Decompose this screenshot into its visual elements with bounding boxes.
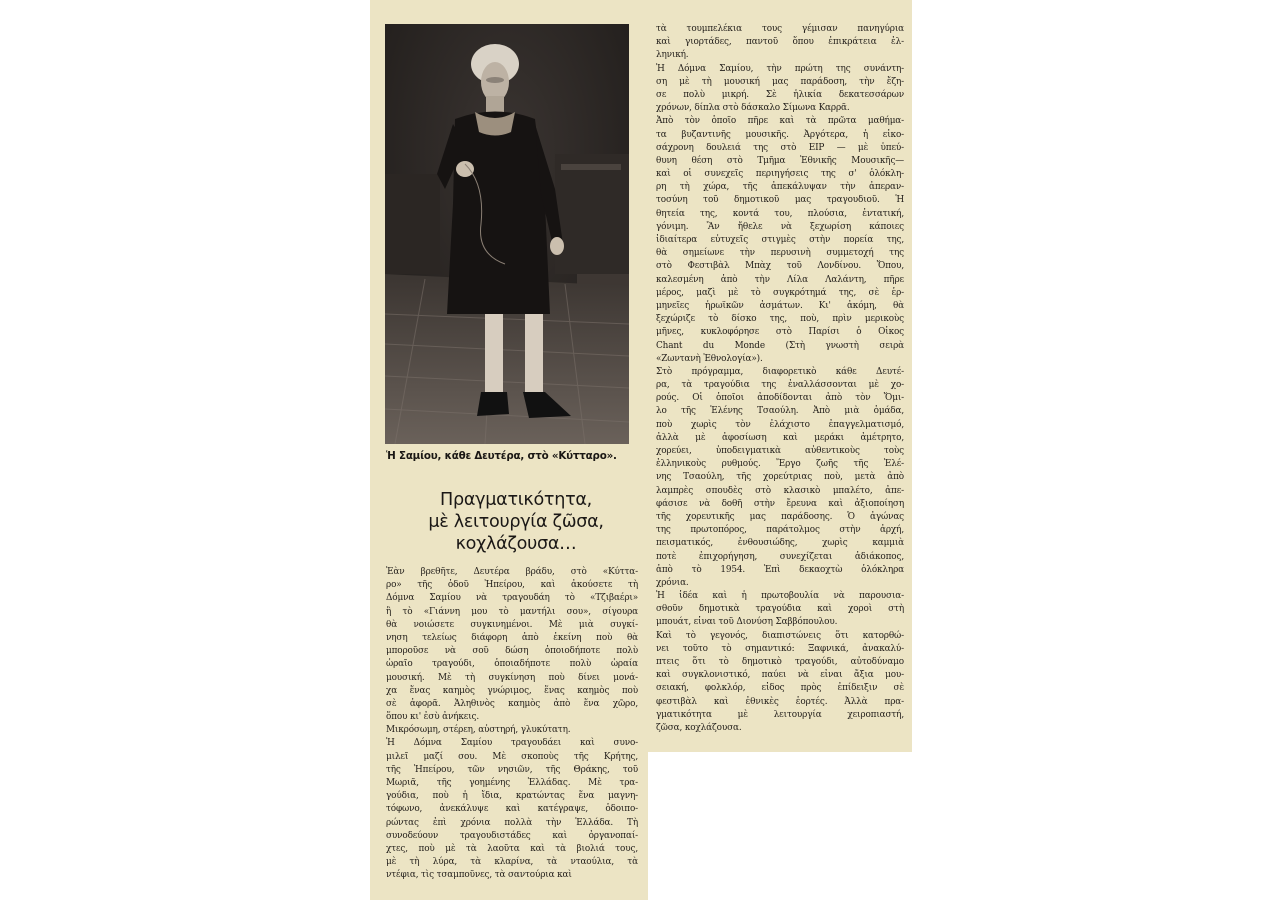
text-line: φεστιβὰλ καὶ ἐθνικὲς ἑορτές. Ἀλλὰ πρα- xyxy=(656,696,904,707)
headline-line-3: κοχλάζουσα… xyxy=(455,534,577,554)
text-line: ξεχώριζε τὸ δίσκο της, ποὺ, πρὶν μερικοὺς xyxy=(656,314,904,325)
text-line: ὡραῖο τραγούδι, ὁποιαδήποτε πολὺ ὡραία xyxy=(386,659,638,670)
article-left-column xyxy=(386,566,638,883)
text-line: της πρωτοπόρος, παράτολμος στὴν ἀρχή, xyxy=(656,525,904,536)
text-line: Μικρόσωμη, στέρεη, αὐστηρή, γλυκύτατη. xyxy=(386,725,571,736)
text-line: καλεσμένη ἀπὸ τὴν Λίλα Λαλάντη, πῆρε xyxy=(656,274,904,285)
text-line: σὲ ἀφορᾶ. Ἀληθινὸς καημὸς ἀπὸ ἕνα χῶρο, xyxy=(386,698,638,709)
text-line: πτεις ὅτι τὸ δημοτικὸ τραγούδι, αὐτοδύναμο xyxy=(656,657,904,667)
text-line: νει τοῦτο τὸ σημαντικό: Ξαφνικά, ἀνακαλύ- xyxy=(656,643,904,654)
text-line: ὅπου κι' ἐσὺ ἀνήκεις. xyxy=(386,712,480,723)
text-line: μπουάτ, εἶναι τοῦ Διονύση Σαββόπουλου. xyxy=(656,617,838,628)
text-line: πεισματικός, ἐνθουσιώδης, χωρὶς καμμιὰ xyxy=(656,538,904,549)
text-line: μὲ τὴ λύρα, τὰ κλαρίνα, τὰ νταούλια, τὰ xyxy=(386,857,638,868)
text-line: γματικότητα μὲ λειτουργία χειροπιαστή, xyxy=(656,709,904,720)
text-line: ἰδιαίτερα εὐτυχεῖς στιγμὲς στὴν πορεία της, xyxy=(656,235,904,245)
text-line: χορεύει, ὑποδειγματικὰ αὐθεντικοὺς τοὺς xyxy=(656,446,904,456)
text-line: Ἡ Δόμνα Σαμίου, τὴν πρώτη της συνάντη- xyxy=(656,63,904,74)
text-line: ζῶσα, κοχλάζουσα. xyxy=(656,722,742,733)
text-line: λο τῆς Ἑλένης Τσαούλη. Ἀπὸ μιὰ ὁμάδα, xyxy=(656,406,904,417)
text-line: μηνεῖες ἡρωϊκῶν ἀσμάτων. Κι' ἀκόμη, θὰ xyxy=(656,300,904,311)
text-line: θυνη θέση στὸ Τμῆμα Ἐθνικῆς Μουσικῆς— xyxy=(656,155,904,166)
text-line: ρώντας ἐπὶ χρόνια πολλὰ τὴν Ἑλλάδα. Τὴ xyxy=(386,817,638,828)
text-line: νης Τσαούλη, τῆς χορεύτριας ποὺ, μετὰ ἀπὸ xyxy=(656,472,904,483)
text-line: καὶ γιορτάδες, παντοῦ ὅπου ἐπικράτεια ἑλ- xyxy=(656,37,904,48)
text-line: Chant du Monde (Στὴ γνωστὴ σειρὰ xyxy=(656,340,904,351)
text-line: ληνική. xyxy=(656,50,689,61)
text-line: γόνιμη. Ἂν ἤθελε νὰ ξεχωρίση κάποιες xyxy=(656,221,904,232)
text-line: σάχρονη δουλειά της στὸ ΕΙΡ — μὲ ὑπεύ- xyxy=(656,142,904,153)
article-right-column xyxy=(656,23,904,735)
text-line: «Ζωντανὴ Ἐθνολογία»). xyxy=(656,353,763,364)
text-line: νηση τελείως διάφορη ἀπὸ ἐκείνη ποὺ θὰ xyxy=(386,632,638,643)
text-line: ντέφια, τὶς τσαμποῦνες, τὰ σαντούρια καὶ xyxy=(386,870,572,881)
text-line: σθοῦν δημοτικὰ τραγούδια καὶ χοροὶ στὴ xyxy=(656,604,904,615)
text-line: στὸ Φεστιβὰλ Μπὰχ τοῦ Λονδίνου. Ὅπου, xyxy=(656,261,904,272)
text-line: θὰ σημείωνε τὴν περυσινὴ συμμετοχή της xyxy=(656,248,904,259)
text-line: Δόμνα Σαμίου νὰ τραγουδάη τὸ «Τζιβαέρι» xyxy=(386,593,638,604)
singer-photo xyxy=(385,24,629,444)
text-line: τὰ τουμπελέκια τους γέμισαν πανηγύρια xyxy=(656,24,904,34)
text-line: γούδια, ποὺ ἡ ἴδια, κρατώντας ἕνα μαγνη- xyxy=(386,791,638,802)
text-line: ἀλλὰ μὲ ἀφοσίωση καὶ μεράκι ἀμέτρητο, xyxy=(656,432,904,443)
text-line: καὶ οἱ συνεχεῖς περιηγήσεις της σ' ὁλόκλη- xyxy=(656,169,904,180)
text-line: ρο» τῆς ὁδοῦ Ἠπείρου, καὶ ἀκούσετε τὴ xyxy=(386,580,638,591)
text-line: συνοδεύουν τραγουδιστάδες καὶ ὀργανοπαί- xyxy=(386,830,638,841)
text-line: μουσική. Μὲ τὴ συγκίνηση ποὺ δίνει μονά- xyxy=(386,672,638,683)
text-line: Στὸ πρόγραμμα, διαφορετικὸ κάθε Δευτέ- xyxy=(656,366,904,377)
text-line: Ἡ Δόμνα Σαμίου τραγουδάει καὶ συνο- xyxy=(386,738,638,749)
text-line: χρόνια. xyxy=(656,577,689,588)
text-line: ἀπὸ τὸ 1954. Ἐπὶ δεκαοχτὼ ὁλόκληρα xyxy=(656,564,904,575)
text-line: καὶ συγκλονιστικό, παύει νὰ εἶναι ἄξια μου- xyxy=(656,670,904,681)
text-line: ποτὲ ἐπιχορήγηση, συνεχίζεται ἀδιάκοπος, xyxy=(656,551,904,562)
text-line: Ἡ ἰδέα καὶ ἡ πρωτοβουλία νὰ παρουσια- xyxy=(656,591,904,602)
text-line: ση μὲ τὴ μουσική μας παράδοση, τὴν ἔζη- xyxy=(656,76,904,87)
text-line: ρη τὴ χώρα, τῆς ἀπεκάλυψαν τὴν ἀπεραν- xyxy=(656,182,904,193)
text-line: ρα, τὰ τραγούδια της ἐναλλάσσονται μὲ χο- xyxy=(656,380,904,391)
text-line: μποροῦσε νὰ σοῦ δώση ὁποιοδήποτε πολὺ xyxy=(386,646,638,657)
text-line: φάσισε νὰ δοθῆ στὴν ἔρευνα καὶ ἀξιοποίηση xyxy=(656,498,904,509)
text-line: ποὺ χωρὶς τὸν ἐλάχιστο ἐπαγγελματισμό, xyxy=(656,419,904,430)
text-line: χρόνων, δίπλα στὸ δάσκαλο Σίμωνα Καρρᾶ. xyxy=(656,103,850,114)
text-line: Καὶ τὸ γεγονός, διαπιστώνεις ὅτι κατορθώ- xyxy=(656,630,904,641)
text-line: Ἐὰν βρεθῆτε, Δευτέρα βράδυ, στὸ «Κύττα- xyxy=(386,567,638,577)
text-line: ρούς. Οἱ ὁποῖοι ἀποδίδονται ἀπὸ τὸν Ὅμι- xyxy=(656,393,904,404)
article-headline xyxy=(388,489,644,555)
text-line: τοσύνη τοῦ δημοτικοῦ μας τραγουδιοῦ. Ἡ xyxy=(656,195,904,206)
headline-line-2: μὲ λειτουργία ζῶσα, xyxy=(428,512,604,532)
text-line: Ἀπὸ τὸν ὁποῖο πῆρε καὶ τὰ πρῶτα μαθήμα- xyxy=(656,116,904,127)
text-line: μέρος, μαζὶ μὲ τὸ συγκρότημά της, σὲ ἑρ- xyxy=(656,287,904,298)
text-line: τα βυζαντινῆς μουσικῆς. Ἀργότερα, ἡ εἰκο- xyxy=(656,129,904,140)
text-line: τόφωνο, ἀνεκάλυψε καὶ κατέγραψε, ὁδοιπο- xyxy=(386,804,638,815)
text-line: ἑλληνικοὺς ρυθμούς. Ἔργο ζωῆς τῆς Ἑλέ- xyxy=(656,459,904,470)
text-line: μιλεῖ μαζί σου. Μὲ σκοποὺς τῆς Κρήτης, xyxy=(386,751,638,762)
text-line: χα ἕνας καημὸς γνώριμος, ἕνας καημὸς ποὺ xyxy=(386,685,638,696)
text-line: λαμπρὲς σπουδὲς στὸ κλασικὸ μπαλέτο, ἀπε- xyxy=(656,485,904,496)
text-line: ἢ τὸ «Γιάννη μου τὸ μαντήλι σου», σίγουρα xyxy=(386,606,638,617)
headline-line-1: Πραγματικότητα, xyxy=(440,490,592,510)
text-line: τῆς Ἠπείρου, τῶν νησιῶν, τῆς Θράκης, τοῦ xyxy=(386,764,638,775)
text-line: θητεία της, κοντά του, πλούσια, ἐντατική, xyxy=(656,208,904,219)
text-line: θὰ νοιώσετε συγκινημένοι. Μὲ μιὰ συγκί- xyxy=(386,619,638,630)
text-line: σε πολὺ μικρή. Σὲ ἡλικία δεκατεσσάρων xyxy=(656,89,904,100)
text-line: τῆς χορευτικῆς μας παράδοσης. Ὁ ἀγώνας xyxy=(656,511,904,522)
text-line: Μωριᾶ, τῆς γοημένης Ἑλλάδας. Μὲ τρα- xyxy=(386,778,638,788)
text-line: σειακή, φολκλόρ, εἶδος πρὸς ἐπίδειξιν σὲ xyxy=(656,683,904,694)
photo-caption: Ἡ Σαμίου, κάθε Δευτέρα, στὸ «Κύτταρο». xyxy=(386,450,617,462)
text-line: μῆνες, κυκλοφόρησε στὸ Παρίσι ὁ Οἶκος xyxy=(656,327,904,338)
text-line: χτες, ποὺ μὲ τὰ λαοῦτα καὶ τὰ βιολιά τους, xyxy=(386,843,638,854)
